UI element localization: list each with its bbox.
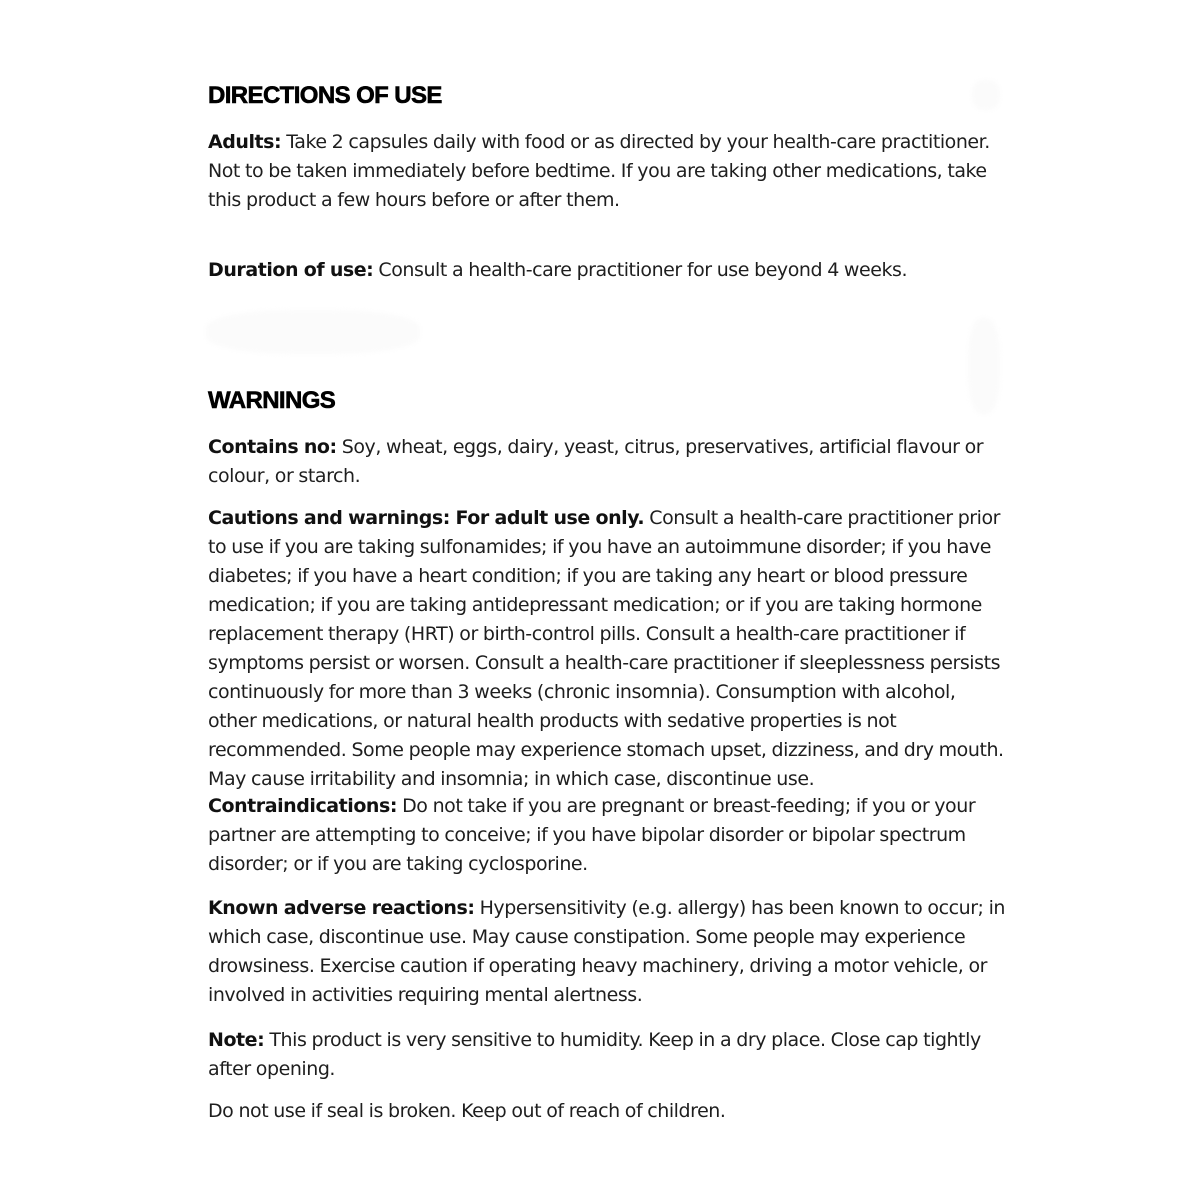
directions-heading: DIRECTIONS OF USE bbox=[208, 82, 442, 109]
faded-mark bbox=[206, 310, 420, 354]
note-label: Note: bbox=[208, 1029, 265, 1051]
contains-text: Soy, wheat, eggs, dairy, yeast, citrus, preservatives, artificial flavour or colour, or starch. bbox=[208, 436, 984, 487]
duration-label: Duration of use: bbox=[208, 259, 374, 281]
faded-mark bbox=[972, 80, 1000, 110]
warnings-heading: WARNINGS bbox=[208, 387, 336, 414]
adverse-reactions-text: Hypersensitivity (e.g. allergy) has been known to occur; in which case, discontinue use. May cause constipation. Some people may experience drowsiness. Exercise caution if operating heavy machinery, driving a motor vehicle, or involved in activities requiring mental alertness. bbox=[208, 897, 1006, 1006]
contraindications-paragraph bbox=[208, 792, 1008, 879]
cautions-paragraph bbox=[208, 504, 1008, 794]
cautions-label: Cautions and warnings: For adult use only. bbox=[208, 507, 645, 529]
contains-label: Contains no: bbox=[208, 436, 337, 458]
contraindications-text: Do not take if you are pregnant or breast-feeding; if you or your partner are attempting to conceive; if you have bipolar disorder or bipolar spectrum disorder; or if you are taking cyclosporine. bbox=[208, 795, 976, 875]
adverse-reactions-paragraph bbox=[208, 894, 1008, 1010]
adults-paragraph bbox=[208, 128, 1008, 215]
contains-paragraph bbox=[208, 433, 1008, 491]
duration-paragraph bbox=[208, 256, 1008, 285]
final-warning: Do not use if seal is broken. Keep out of reach of children. bbox=[208, 1100, 726, 1122]
duration-text: Consult a health-care practitioner for use beyond 4 weeks. bbox=[373, 259, 908, 281]
contraindications-label: Contraindications: bbox=[208, 795, 398, 817]
cautions-text: Consult a health-care practitioner prior to use if you are taking sulfonamides; if you have an autoimmune disorder; if you have diabetes; if you have a heart condition; if you are taking any heart or blood pressure medication; if you are taking antidepressant medication; or if you are taking hormone replacement therapy (HRT) or birth-control pills. Consult a health-care practitioner if symptoms persist or worsen. Consult a health-care practitioner if sleeplessness persists continuously for more than 3 weeks (chronic insomnia). Consumption with alcohol, other medications, or natural health products with sedative properties is not recommended. Some people may experience stomach upset, dizziness, and dry mouth. May cause irritability and insomnia; in which case, discontinue use. bbox=[208, 507, 1004, 790]
note-text: This product is very sensitive to humidity. Keep in a dry place. Close cap tightly after opening. bbox=[208, 1029, 981, 1080]
note-paragraph bbox=[208, 1026, 1008, 1084]
faded-mark bbox=[968, 318, 1000, 414]
adverse-reactions-label: Known adverse reactions: bbox=[208, 897, 475, 919]
adults-text: Take 2 capsules daily with food or as directed by your health-care practitioner. Not to be taken immediately before bedtime. If you are taking other medications, take this product a few hours before or after them. bbox=[208, 131, 990, 211]
adults-label: Adults: bbox=[208, 131, 282, 153]
